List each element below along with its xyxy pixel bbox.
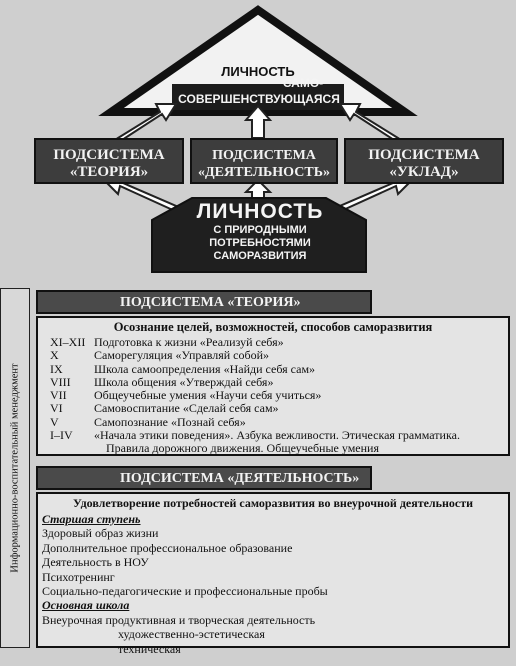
personality-diagram (0, 0, 516, 280)
senior-stage-label: Старшая ступень (42, 512, 141, 526)
subsystem-structure-line1: ПОДСИСТЕМА (368, 147, 480, 163)
theory-item: Школа самоопределения «Найди себя сам» (94, 361, 316, 376)
theory-row (38, 389, 508, 402)
theory-grade: VIII (50, 374, 71, 389)
base-line-1: С ПРИРОДНЫМИ (213, 224, 307, 236)
subsystem-theory-line2: «ТЕОРИЯ» (69, 164, 149, 180)
side-label-text: Информационно-воспитательный менеджмент (9, 363, 21, 573)
subsystem-activity-line1: ПОДСИСТЕМА (212, 148, 316, 163)
theory-item: Саморегуляция «Управляй собой» (94, 348, 269, 363)
triangle-label-2: САМО- (282, 76, 324, 90)
theory-header: ПОДСИСТЕМА «ТЕОРИЯ» (36, 290, 372, 314)
theory-item: Подготовка к жизни «Реализуй себя» (94, 335, 284, 349)
subsystem-structure-line2: «УКЛАД» (389, 164, 459, 180)
theory-row (38, 349, 508, 362)
subsystem-activity-box (190, 138, 338, 184)
side-label-box (0, 288, 30, 648)
upward-arrows (118, 104, 398, 140)
base-title: ЛИЧНОСТЬ (196, 200, 324, 223)
theory-item: Самовоспитание «Сделай себя сам» (94, 401, 279, 416)
theory-row (38, 376, 508, 389)
activity-title: Удовлетворение потребностей саморазвития во внеурочной деятельности (72, 496, 474, 510)
basic-school-label: Основная школа (42, 598, 130, 613)
basic-subitem: техническая (118, 641, 181, 656)
theory-grade: I–IV (50, 428, 73, 443)
theory-item: «Начала этики поведения». Азбука вежливости. Этическая грамматика. (94, 428, 460, 443)
theory-grade: V (50, 414, 59, 429)
senior-item: Деятельность в НОУ (42, 555, 149, 570)
senior-item: Социально-педагогические и профессиональные пробы (42, 584, 328, 599)
activity-header: ПОДСИСТЕМА «ДЕЯТЕЛЬНОСТЬ» (36, 466, 372, 490)
triangle-label-3: СОВЕРШЕНСТВУЮЩАЯСЯ (178, 92, 340, 106)
theory-item: Самопознание «Познай себя» (94, 414, 246, 429)
subsystem-theory-box (34, 138, 184, 184)
theory-row (38, 363, 508, 376)
basic-subitem: художественно-эстетическая (118, 627, 265, 642)
theory-continuation: Правила дорожного движения. Общеучебные умения (106, 441, 379, 456)
basic-item: Внеурочная продуктивная и творческая деятельность (42, 612, 316, 627)
theory-grade: X (50, 348, 59, 363)
triangle-label-1: ЛИЧНОСТЬ (221, 64, 295, 79)
theory-grade: IX (50, 361, 63, 376)
base-line-2: ПОТРЕБНОСТЯМИ (209, 237, 311, 249)
theory-item: Общеучебные умения «Научи себя учиться» (94, 388, 322, 403)
theory-row (38, 336, 508, 349)
senior-item: Здоровый образ жизни (42, 526, 159, 541)
theory-grade: VI (50, 401, 63, 416)
theory-item: Школа общения «Утверждай себя» (94, 374, 274, 389)
theory-grade: VII (50, 388, 67, 403)
theory-title: Осознание целей, возможностей, способов саморазвития (113, 320, 433, 334)
theory-panel (36, 316, 510, 456)
senior-item: Психотренинг (42, 569, 115, 584)
theory-grade: XI–XII (50, 335, 86, 349)
subsystem-structure-box (344, 138, 504, 184)
theory-row (38, 402, 508, 415)
subsystem-activity-line2: «ДЕЯТЕЛЬНОСТЬ» (198, 165, 330, 180)
theory-row (38, 429, 508, 442)
senior-item: Дополнительное профессиональное образование (42, 540, 293, 555)
base-line-3: САМОРАЗВИТИЯ (213, 250, 307, 262)
theory-row (38, 416, 508, 429)
subsystem-theory-line1: ПОДСИСТЕМА (53, 147, 165, 163)
activity-panel (36, 492, 510, 656)
